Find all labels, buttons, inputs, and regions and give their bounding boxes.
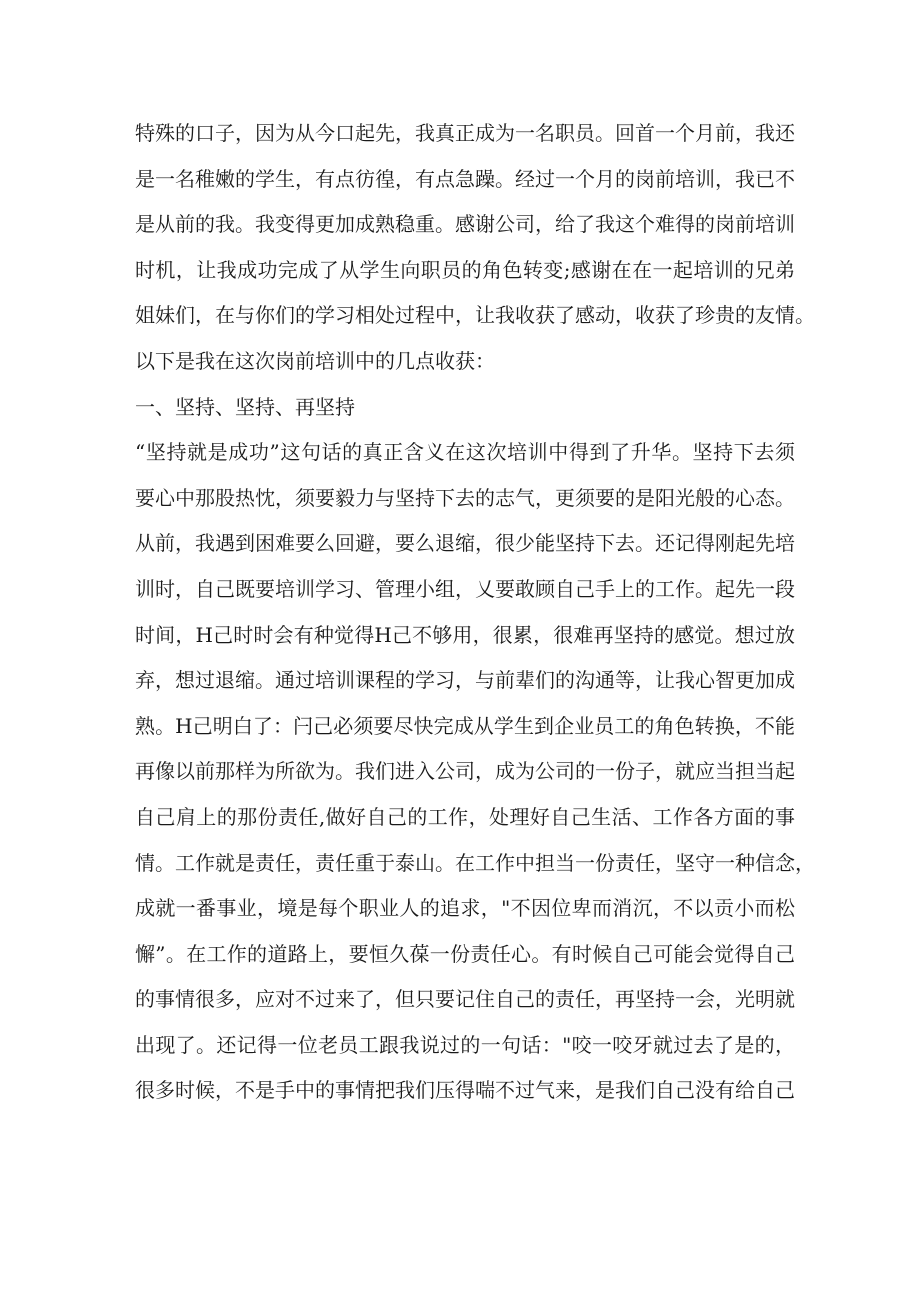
text-line: 懈”。在工作的道路上，要恒久葆一份责任心。有时候自己可能会觉得自己 — [135, 941, 795, 966]
text-line: “坚持就是成功”这句话的真正含义在这次培训中得到了升华。坚持下去须 — [135, 440, 795, 465]
text-line: 特殊的口子，因为从今口起先，我真正成为一名职员。回首一个月前，我还 — [135, 121, 795, 145]
text-line: 是一名稚嫩的学生，有点彷徨，有点急躁。经过一个月的岗前培训，我已不 — [135, 166, 795, 191]
text-line: 出现了。还记得一位老员工跟我说过的一句话："咬一咬牙就过去了是的， — [135, 1032, 795, 1057]
text-line: 姐妹们，在与你们的学习相处过程中，让我收获了感动，收获了珍贵的友情。 — [135, 303, 815, 328]
text-line: 要心中那股热忱，须要毅力与坚持下去的志气，更须要的是阳光般的心态。 — [135, 485, 795, 510]
text-line: 成就一番事业，境是每个职业人的追求，"不因位卑而消沉，不以贡小而松 — [135, 896, 795, 921]
text-line: 自己肩上的那份责任,做好自己的工作，处理好自己生活、工作各方面的事 — [135, 804, 795, 829]
text-line: 弃，想过退缩。通过培训课程的学习，与前辈们的沟通等，让我心智更加成 — [135, 668, 795, 693]
text-line: 时机，让我成功完成了从学生向职员的角色转变;感谢在在一起培训的兄弟 — [135, 257, 795, 282]
text-line: 训时，自己既要培训学习、管理小组，乂要敢顾自己手上的工作。起先一段 — [135, 576, 795, 601]
section-heading: 一、坚持、坚持、再坚持 — [135, 394, 355, 419]
text-line: 情。工作就是责任，责任重于泰山。在工作中担当一份责任，坚守一种信念， — [135, 850, 815, 875]
text-line: 以下是我在这次岗前培训中的几点收获： — [135, 348, 495, 373]
text-line: 的事情很多，应对不过来了，但只要记住自己的责任，再坚持一会，光明就 — [135, 987, 795, 1012]
text-line: 很多时候，不是手中的事情把我们压得喘不过气来，是我们自己没有给自己 — [135, 1078, 795, 1103]
text-line: 从前，我遇到困难要么回避，要么退缩，很少能坚持下去。还记得刚起先培 — [135, 531, 795, 556]
body-text — [135, 111, 815, 1114]
text-line: 再像以前那样为所欲为。我们进入公司，成为公司的一份子，就应当担当起 — [135, 759, 795, 784]
text-line: 时间，H己时时会有种觉得H己不够用，很累，很难再坚持的感觉。想过放 — [135, 622, 795, 647]
text-line: 是从前的我。我变得更加成熟稳重。感谢公司，给了我这个难得的岗前培训 — [135, 212, 795, 237]
text-line: 熟。H己明白了：闩己必须要尽快完成从学生到企业员工的角色转换，不能 — [135, 713, 795, 738]
